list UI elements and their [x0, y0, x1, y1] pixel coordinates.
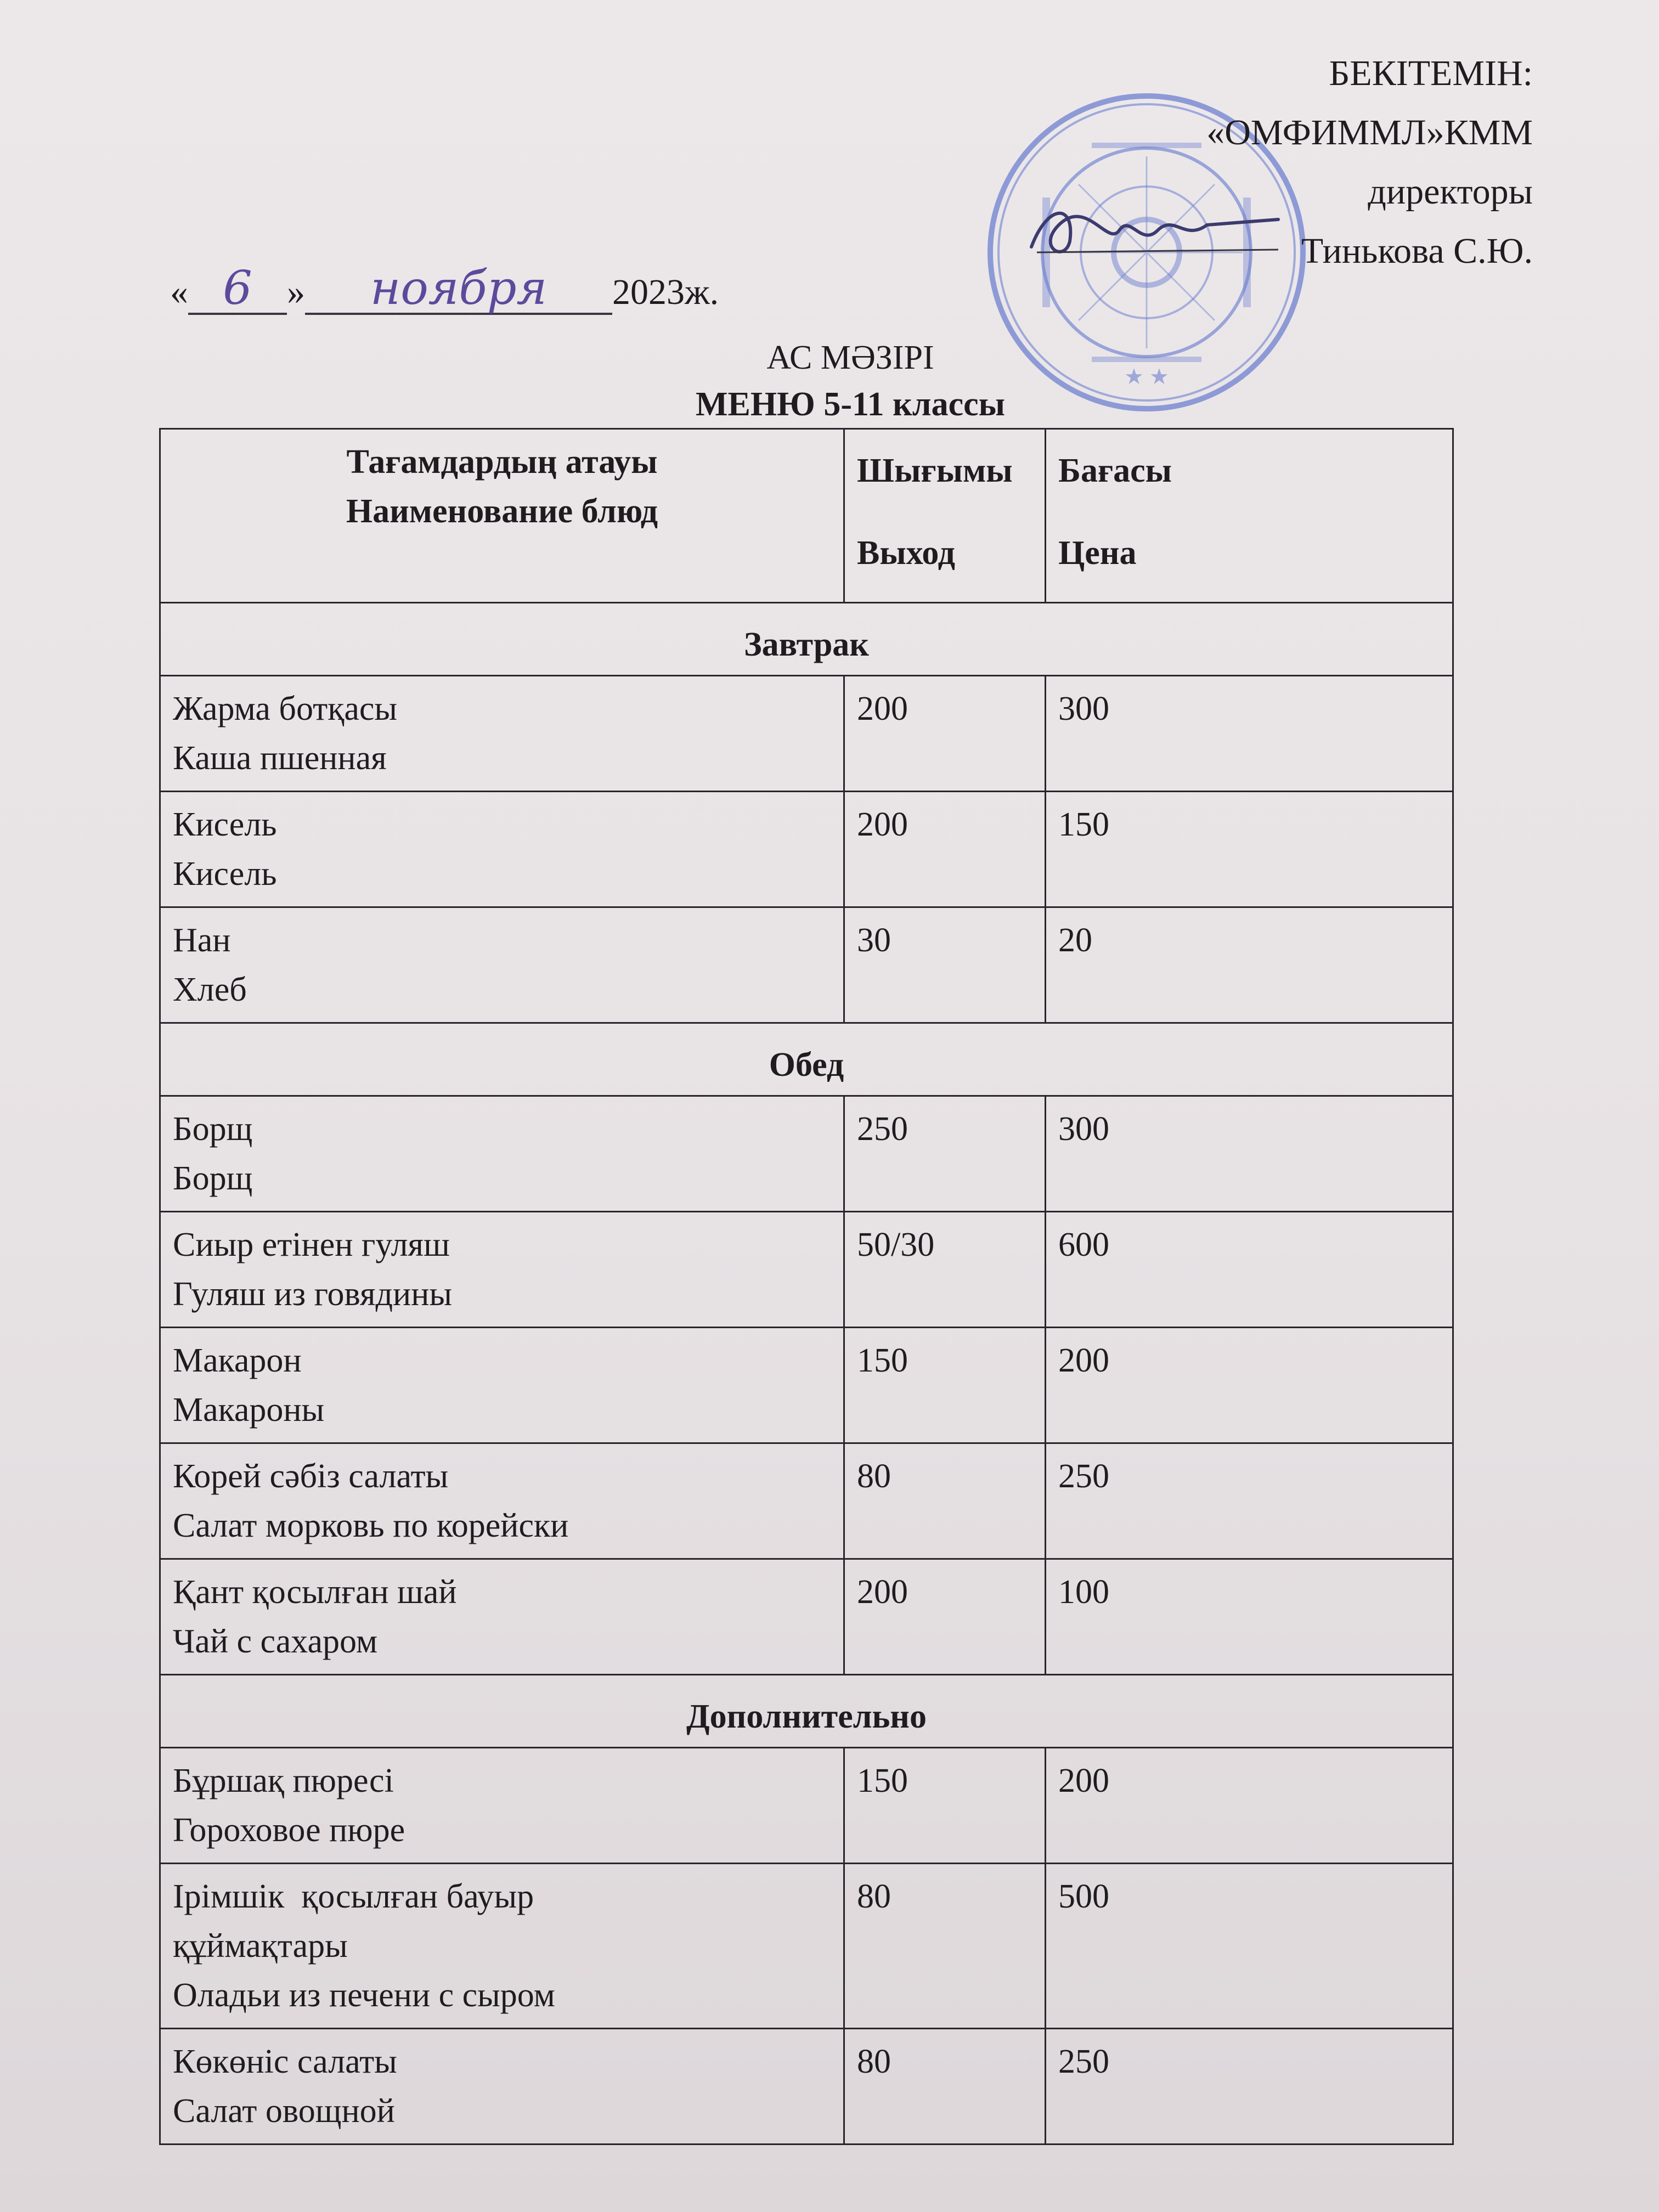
dish-name-kz: Жарма ботқасы — [173, 690, 398, 727]
title-ru: МЕНЮ 5-11 классы — [695, 386, 1006, 423]
dish-price: 200 — [1046, 1748, 1453, 1864]
dish-name-ru: Гуляш из говядины — [173, 1276, 453, 1313]
section-row — [160, 1675, 1453, 1748]
header-name-kz: Тағамдардың атауы — [346, 443, 658, 481]
dish-price: 250 — [1046, 2029, 1453, 2145]
date-month: ноября — [305, 263, 612, 315]
dish-name-ru: Оладьи из печени с сыром — [173, 1977, 555, 2014]
dish-name-cell — [160, 1443, 844, 1559]
menu-titles — [165, 335, 1536, 428]
table-row — [160, 1559, 1453, 1675]
dish-qty: 80 — [844, 1864, 1046, 2029]
dish-price: 20 — [1046, 907, 1453, 1023]
dish-name-cell — [160, 792, 844, 907]
table-row — [160, 1212, 1453, 1328]
section-title: Дополнительно — [160, 1675, 1453, 1748]
header-name-ru: Наименование блюд — [346, 493, 658, 530]
table-row — [160, 1748, 1453, 1864]
approval-title: БЕКІТЕМІН: — [1329, 53, 1533, 93]
approval-name: Тинькова С.Ю. — [1301, 231, 1533, 271]
dish-name-cell — [160, 1748, 844, 1864]
dish-name-cell — [160, 907, 844, 1023]
dish-name-cell — [160, 1096, 844, 1212]
dish-name-kz: Кисель — [173, 806, 277, 843]
dish-price: 300 — [1046, 1096, 1453, 1212]
dish-name-kz: Қант қосылған шай — [173, 1573, 457, 1611]
header-price-kz: Бағасы — [1058, 452, 1172, 489]
dish-name-cell — [160, 2029, 844, 2145]
approval-block — [1206, 44, 1533, 281]
dish-qty: 200 — [844, 792, 1046, 907]
header-price-ru: Цена — [1058, 534, 1137, 572]
dish-name-kz: Макарон — [173, 1342, 302, 1379]
header-qty-ru: Выход — [857, 534, 955, 572]
dish-qty: 80 — [844, 1443, 1046, 1559]
dish-qty: 150 — [844, 1748, 1046, 1864]
dish-price: 100 — [1046, 1559, 1453, 1675]
dish-price: 250 — [1046, 1443, 1453, 1559]
date-year: 2023ж. — [612, 272, 719, 312]
dish-name-kz: Бұршақ пюресі — [173, 1762, 394, 1799]
table-row — [160, 676, 1453, 792]
table-row — [160, 1443, 1453, 1559]
dish-name-cell — [160, 1559, 844, 1675]
dish-price: 600 — [1046, 1212, 1453, 1328]
table-row — [160, 1328, 1453, 1443]
section-row — [160, 603, 1453, 676]
approval-organization: «ОМФИММЛ»КММ — [1206, 112, 1533, 153]
dish-name-ru: Борщ — [173, 1160, 253, 1197]
date-day: 6 — [188, 263, 287, 315]
dish-name-cell — [160, 1864, 844, 2029]
approval-position: директоры — [1368, 172, 1533, 212]
dish-name-kz: Ірімшік қосылған бауыр — [173, 1878, 534, 1915]
dish-name-kz-continued: құймақтары — [173, 1927, 348, 1965]
date-open-quote: « — [170, 272, 188, 312]
dish-price: 300 — [1046, 676, 1453, 792]
section-title: Обед — [160, 1023, 1453, 1096]
dish-price: 150 — [1046, 792, 1453, 907]
dish-name-kz: Борщ — [173, 1110, 253, 1148]
table-row — [160, 1864, 1453, 2029]
dish-name-cell — [160, 1328, 844, 1443]
table-header-row — [160, 429, 1453, 603]
dish-name-ru: Салат овощной — [173, 2092, 395, 2130]
dish-name-ru: Кисель — [173, 855, 277, 893]
header-price — [1046, 429, 1453, 603]
dish-name-kz: Нан — [173, 922, 231, 959]
dish-name-ru: Каша пшенная — [173, 740, 387, 777]
dish-qty: 150 — [844, 1328, 1046, 1443]
dish-name-ru: Макароны — [173, 1391, 325, 1429]
svg-text:★ ★: ★ ★ — [1124, 364, 1169, 389]
dish-name-ru: Чай с сахаром — [173, 1623, 378, 1660]
date-line — [170, 263, 719, 315]
dish-qty: 50/30 — [844, 1212, 1046, 1328]
dish-qty: 250 — [844, 1096, 1046, 1212]
dish-name-kz: Көкөніс салаты — [173, 2043, 397, 2080]
dish-name-cell — [160, 676, 844, 792]
dish-name-kz: Сиыр етінен гуляш — [173, 1226, 450, 1263]
dish-name-ru: Салат морковь по корейски — [173, 1507, 569, 1544]
dish-price: 500 — [1046, 1864, 1453, 2029]
title-kz: АС МӘЗІРІ — [766, 339, 934, 376]
dish-qty: 200 — [844, 1559, 1046, 1675]
table-row — [160, 792, 1453, 907]
dish-name-kz: Корей сәбіз салаты — [173, 1458, 449, 1495]
header-name — [160, 429, 844, 603]
table-row — [160, 907, 1453, 1023]
dish-qty: 200 — [844, 676, 1046, 792]
date-close-quote: » — [287, 272, 305, 312]
dish-qty: 80 — [844, 2029, 1046, 2145]
table-row — [160, 1096, 1453, 1212]
dish-price: 200 — [1046, 1328, 1453, 1443]
header-qty-kz: Шығымы — [857, 452, 1013, 489]
menu-table — [159, 428, 1454, 2145]
section-title: Завтрак — [160, 603, 1453, 676]
dish-qty: 30 — [844, 907, 1046, 1023]
table-row — [160, 2029, 1453, 2145]
section-row — [160, 1023, 1453, 1096]
header-qty — [844, 429, 1046, 603]
dish-name-ru: Гороховое пюре — [173, 1812, 405, 1849]
dish-name-cell — [160, 1212, 844, 1328]
dish-name-ru: Хлеб — [173, 971, 247, 1008]
